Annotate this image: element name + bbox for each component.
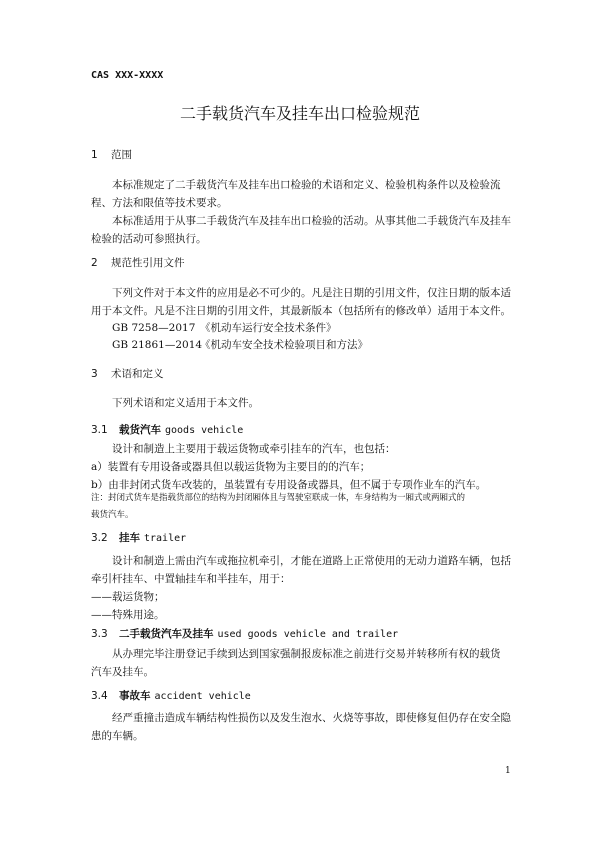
term-3-3-definition — [91, 645, 521, 681]
text-line: 本标准适用于从事二手载货汽车及挂车出口检验的活动。从事其他二手载货汽车及挂车 — [112, 215, 511, 227]
text-line: 汽车及挂车。 — [91, 666, 154, 678]
section-number: 2 — [91, 257, 98, 269]
text-line: 本标准规定了二手载货汽车及挂车出口检验的术语和定义、检验机构条件以及检验流 — [112, 179, 501, 191]
text-line: 设计和制造上主要用于载运货物或牵引挂车的汽车，也包括： — [112, 443, 396, 455]
term-english: goods vehicle — [165, 425, 244, 436]
term-english: trailer — [144, 533, 187, 544]
term-3-2-heading — [91, 530, 186, 545]
reference-title: 《机动车安全技术检验项目和方法》 — [200, 339, 368, 351]
list-item: ——载运货物； — [91, 591, 165, 603]
term-name: 载货汽车 — [119, 424, 161, 436]
section-title: 术语和定义 — [111, 368, 164, 380]
reference-title: 《机动车运行安全技术条件》 — [200, 322, 337, 334]
term-3-1-definition — [91, 440, 521, 494]
term-name: 二手载货汽车及挂车 — [119, 628, 214, 640]
text-line: 检验的活动可参照执行。 — [91, 233, 207, 245]
term-english: used goods vehicle and trailer — [217, 629, 399, 640]
reference-item — [112, 320, 337, 335]
text-line: 用于本文件。凡是不注日期的引用文件，其最新版本（包括所有的修改单）适用于本文件。 — [91, 305, 511, 317]
section-1-paragraph — [91, 176, 521, 248]
list-item: a）装置有专用设备或器具但以载运货物为主要目的的汽车； — [91, 461, 371, 473]
section-1-heading — [91, 147, 132, 162]
term-3-1-note — [91, 490, 465, 524]
term-3-4-heading — [91, 688, 251, 703]
text-line: 下列文件对于本文件的应用是必不可少的。凡是注日期的引用文件，仅注日期的版本适 — [112, 287, 511, 299]
document-title: 二手载货汽车及挂车出口检验规范 — [179, 104, 420, 123]
text-line: 患的车辆。 — [91, 730, 144, 742]
document-code: CAS XXX-XXXX — [91, 70, 164, 81]
section-2-heading — [91, 255, 185, 270]
text-line: 经严重撞击造成车辆结构性损伤以及发生泡水、火烧等事故，即使修复但仍存在安全隐 — [112, 712, 511, 724]
text-line: 从办理完毕注册登记手续到达到国家强制报废标准之前进行交易并转移所有权的载货 — [112, 648, 501, 660]
reference-code: GB 21861—2014 — [112, 339, 203, 351]
term-3-4-definition — [91, 709, 521, 745]
note-line: 载货汽车。 — [91, 510, 134, 520]
note-line: 注：封闭式货车是指载货部位的结构为封闭厢体且与驾驶室联成一体，车身结构为一厢式或两厢式的 — [91, 493, 466, 503]
text-line: 牵引杆挂车、中置轴挂车和半挂车，用于： — [91, 573, 291, 585]
term-name: 挂车 — [119, 532, 140, 544]
term-number: 3.4 — [91, 690, 108, 702]
term-name: 事故车 — [119, 690, 151, 702]
term-3-1-heading — [91, 422, 243, 437]
list-item: ——特殊用途。 — [91, 609, 165, 621]
term-3-3-heading — [91, 626, 398, 641]
term-number: 3.2 — [91, 532, 108, 544]
section-3-heading — [91, 366, 164, 381]
term-3-2-definition — [91, 552, 521, 624]
section-number: 3 — [91, 368, 98, 380]
text-line: 下列术语和定义适用于本文件。 — [112, 397, 259, 409]
section-2-paragraph — [91, 284, 521, 320]
section-title: 规范性引用文件 — [111, 257, 185, 269]
term-number: 3.1 — [91, 424, 108, 436]
term-number: 3.3 — [91, 628, 108, 640]
section-3-intro — [91, 394, 521, 412]
page-number: 1 — [505, 766, 511, 776]
text-line: 设计和制造上需由汽车或拖拉机牵引，才能在道路上正常使用的无动力道路车辆，包括 — [112, 555, 511, 567]
list-item: b）由非封闭式货车改装的，虽装置有专用设备或器具，但不属于专项作业车的汽车。 — [91, 479, 487, 491]
text-line: 程、方法和限值等技术要求。 — [91, 197, 228, 209]
section-title: 范围 — [111, 149, 132, 161]
reference-code: GB 7258—2017 — [112, 322, 196, 334]
term-english: accident vehicle — [154, 691, 251, 702]
reference-item — [112, 337, 368, 352]
section-number: 1 — [91, 149, 98, 161]
